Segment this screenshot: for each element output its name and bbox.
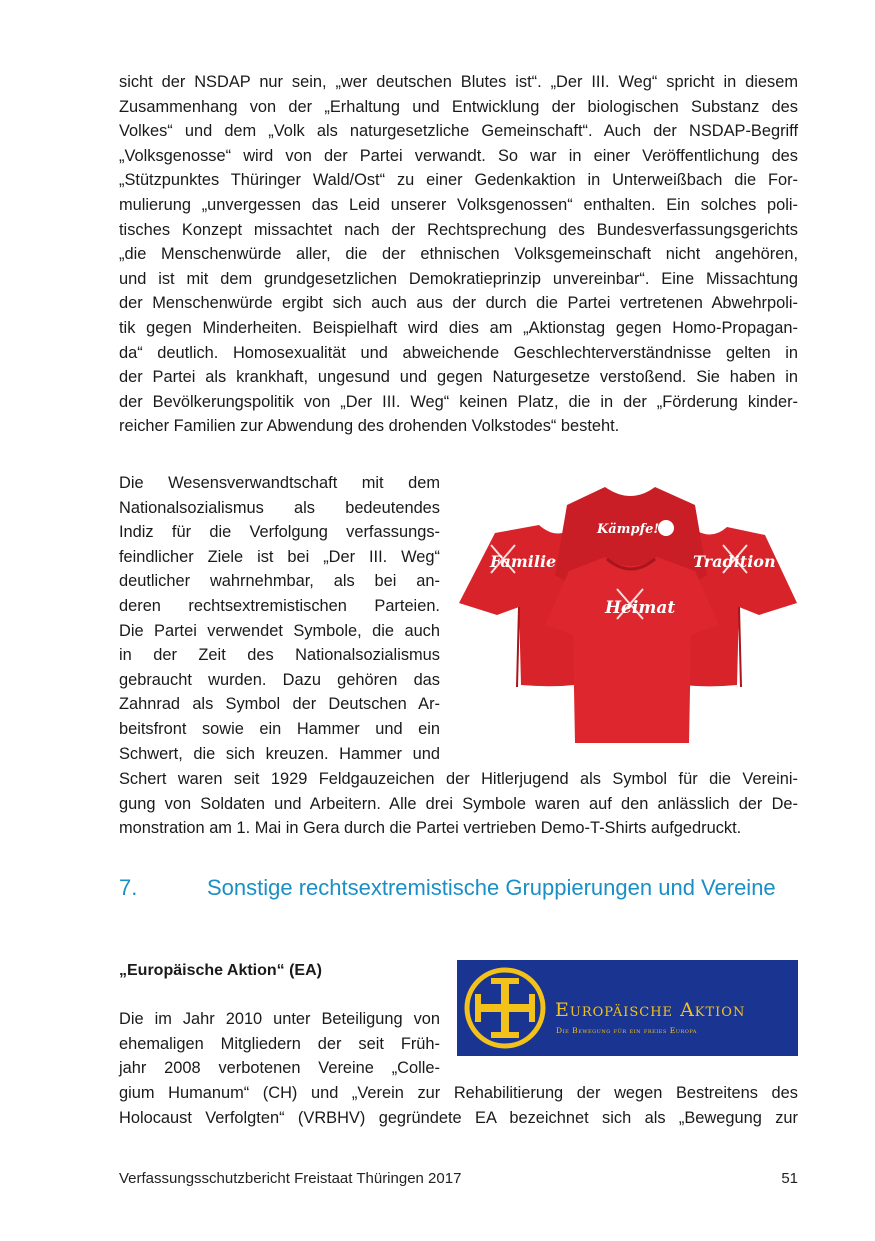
section-number: 7. [119,875,138,900]
paragraph-ea-continued [119,1081,798,1130]
text-line: da“ deutlich. Homosexualität und abweichende Geschlechterverständnisse gelten in [119,343,798,362]
text-line: deutlicher wahrnehmbar, als bei an- [119,572,440,591]
text-line: gung von Soldaten und Arbeitern. Alle drei Symbole waren auf den anlässlich der De- [119,794,798,813]
gear-icon [658,520,674,536]
text-line: Holocaust Verfolgten“ (VRBHV) gegründete EA bezeichnet sich als „Bewegung zur [119,1108,798,1127]
text-line: der Partei als krankhaft, ungesund und gegen Naturgesetze verstoßend. Sie haben in [119,368,798,387]
text-line: Zusammenhang von der „Erhaltung und Entwicklung der biologischen Substanz des [119,97,798,116]
text-line: Die Wesensverwandtschaft mit dem [119,474,440,492]
text-line: Schert waren seit 1929 Feldgauzeichen der Hitlerjugend als Symbol für die Vereini- [119,770,798,788]
text-line: ehemaligen Mitgliedern der seit Früh- [119,1034,440,1053]
ea-logo-subtitle: Die Bewegung für ein freies Europa [556,1026,697,1035]
paragraph-symbols [119,471,440,766]
paragraph-symbols-continued [119,767,798,841]
europaeische-aktion-logo [457,960,798,1056]
text-line: „Stützpunktes Thüringer Wald/Ost“ zu einer Gedenkaktion in Unterweißbach die For- [119,171,798,190]
cross-emblem-icon [467,970,543,1046]
text-line: Die im Jahr 2010 unter Beteiligung von [119,1010,440,1028]
subheading-ea: „Europäische Aktion“ (EA) [119,962,322,979]
text-line: „die Menschenwürde aller, die der ethnischen Volksgemeinschaft nicht angehören, [119,245,798,264]
text-line: beitsfront sowie ein Hammer und ein [119,719,440,738]
ea-logo-title: Europäische Aktion [555,999,746,1021]
text-line: der Menschenwürde ergibt sich auch aus der durch die Partei vertretenen Abwehrpoli- [119,294,798,313]
footer-report-title: Verfassungsschutzbericht Freistaat Thüringen 2017 [119,1170,462,1187]
text-line: „Volksgenosse“ wird von der Partei verwandt. So war in einer Veröffentlichung des [119,146,798,165]
tshirt-label-tradition: Tradition [693,552,776,571]
text-line: gebraucht wurden. Dazu gehören das [119,670,440,689]
paragraph-npd-ideology [119,70,798,439]
text-line: deren rechtsextremistischen Parteien. [119,596,440,615]
text-line: tik gegen Minderheiten. Beispielhaft wird dies am „Aktionstag gegen Homo-Propagan- [119,318,798,337]
paragraph-ea [119,1007,440,1081]
text-line: Indiz für die Verfolgung verfassungs- [119,523,440,542]
text-line: reicher Familien zur Abwendung des drohenden Volkstodes“ besteht. [119,417,620,436]
text-line: sicht der NSDAP nur sein, „wer deutschen Blutes ist“. „Der III. Weg“ spricht in diesem [119,73,798,91]
text-line: in der Zeit des Nationalsozialismus [119,646,440,665]
tshirt-label-familie: Familie [490,552,557,571]
text-line: und ist mit dem grundgesetzlichen Demokratieprinzip unvereinbar“. Eine Missachtung [119,269,798,288]
tshirt-photo [457,475,799,747]
footer-page-number: 51 [781,1170,798,1187]
text-line: gium Humanum“ (CH) und „Verein zur Rehabilitierung der wegen Bestreitens des [119,1084,798,1102]
text-line: feindlicher Ziele ist bei „Der III. Weg“ [119,547,440,566]
text-line: Schwert, die sich kreuzen. Hammer und [119,744,440,763]
section-title: Sonstige rechtsextremistische Gruppierungen und Vereine [207,875,776,900]
text-line: Zahnrad als Symbol der Deutschen Ar- [119,695,440,714]
text-line: monstration am 1. Mai in Gera durch die Partei vertrieben Demo-T-Shirts aufgedruckt. [119,819,742,838]
text-line: Volkes“ und dem „Volk als naturgesetzliche Gemeinschaft“. Auch der NSDAP-Begriff [119,122,798,141]
text-line: mulierung „unvergessen das Leid unserer Volksgenossen“ enthalten. Ein solches poli- [119,195,798,214]
text-line: Die Partei verwendet Symbole, die auch [119,621,440,640]
text-line: tisches Konzept missachtet nach der Rechtsprechung des Bundesverfassungsgerichts [119,220,798,239]
text-line: jahr 2008 verbotenen Vereine „Colle- [119,1059,440,1078]
tshirt-label-kaempfe: Kämpfe! [597,522,660,537]
text-line: der Bevölkerungspolitik von „Der III. Weg“ keinen Platz, die in der „Förderung kinder- [119,392,798,411]
text-line: Nationalsozialismus als bedeutendes [119,498,440,517]
tshirt-label-heimat: Heimat [605,598,676,618]
